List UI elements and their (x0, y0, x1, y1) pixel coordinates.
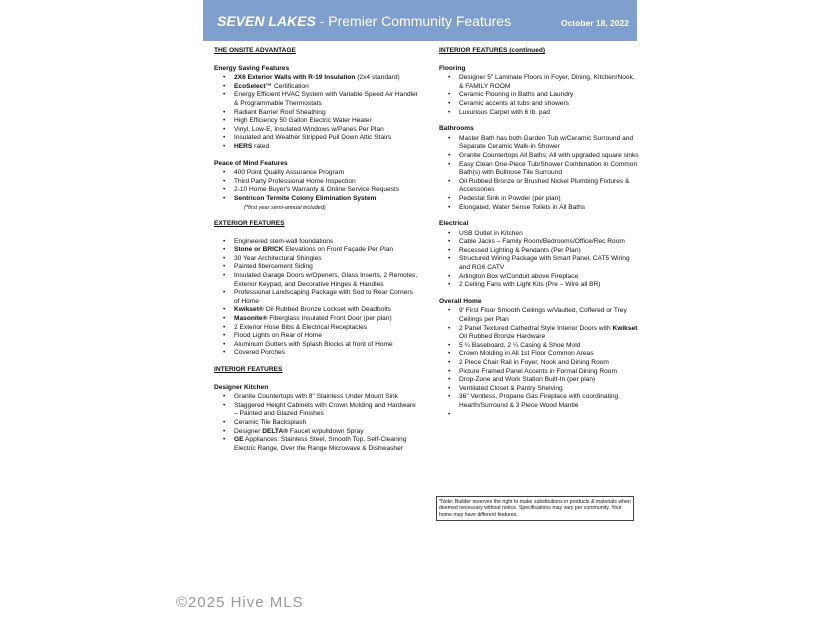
exterior-item (234, 324, 419, 333)
flooring-list (439, 74, 639, 117)
kitchen-heading: Designer Kitchen (214, 383, 269, 391)
energy-item (234, 126, 419, 135)
disclaimer-note: *Note: Builder reserves the right to make substitutions in products & materials when deemed necessary without notice. Specifications may vary per community. Your home may have different features. (436, 496, 634, 521)
bathrooms-list (439, 135, 639, 212)
item-text: Designer (234, 427, 263, 435)
item-text: Fiberglass Insulated Front Door (per plan) (267, 315, 392, 323)
kitchen-item (234, 402, 419, 419)
exterior-item (234, 349, 419, 358)
item-text: Covered Porches (234, 349, 285, 357)
energy-item (234, 83, 419, 92)
document-date: October 18, 2022 (560, 18, 629, 28)
item-text: High Efficiency 50 Gallon Electric Water Heater (234, 117, 372, 125)
exterior-item (234, 289, 419, 306)
electrical-list (439, 230, 639, 290)
item-text: Vinyl, Low-E, Insulated Windows w/Panes Per Plan (234, 125, 384, 133)
right-column (439, 47, 639, 419)
electrical-heading: Electrical (439, 220, 469, 228)
electrical-item: • Arlington Box w/Conduit above Fireplace (459, 273, 639, 282)
peace-heading: Peace of Mind Features (214, 159, 288, 167)
onsite-heading: THE ONSITE ADVANTAGE (214, 47, 296, 54)
peace-list (214, 169, 419, 203)
page-title (217, 13, 511, 29)
bold-text: DELTA® (262, 427, 289, 435)
bold-text: 2X6 Exterior Walls with R-19 Insulation (234, 74, 356, 82)
exterior-item (234, 341, 419, 350)
item-text: Staggered Height Cabinets with Crown Molding and Hardware – Painted and Glazed Finishes (234, 401, 416, 418)
item-text: Crown Molding in All 1st Floor Common Areas (459, 350, 594, 358)
energy-item (234, 117, 419, 126)
bathrooms-heading: Bathrooms (439, 125, 474, 133)
peace-item (234, 169, 419, 178)
peace-item (234, 195, 419, 204)
item-text: Aluminum Gutters with Splash Blocks at front of Home (234, 340, 393, 348)
item-text: (2x4 standard) (355, 74, 400, 82)
item-text: Faucet w/pulldown Spray (288, 427, 364, 435)
kitchen-item (234, 428, 419, 437)
item-text: Painted fibercement Siding (234, 263, 313, 271)
overall-item (459, 368, 639, 377)
title-text: Premier Community Features (328, 13, 512, 29)
overall-item (459, 325, 639, 342)
item-text: Ceramic Tile Backsplash (234, 418, 307, 426)
peace-item (234, 178, 419, 187)
electrical-item: • Cable Jacks – Family Room/Bedrooms/Office/Rec Room (459, 238, 639, 247)
left-column (214, 47, 419, 461)
flooring-item: • Ceramic accents at tubs and showers (459, 100, 639, 109)
bathroom-item: • Granite Countertops All Baths; All with upgraded square sinks (459, 152, 639, 161)
bold-text: Masonite® (234, 315, 268, 323)
kitchen-item (234, 393, 419, 402)
exterior-item (234, 263, 419, 272)
item-text: Oil Rubbed Bronze Lockset with Deadbolts (263, 306, 391, 314)
bold-text: EcoSelect™ (234, 82, 273, 90)
item-text: Granite Countertops with 8" Stainless Under Mount Sink (234, 393, 398, 401)
brand-name: SEVEN LAKES (217, 13, 316, 29)
item-text: 5 ¼ Baseboard, 2 ¼ Casing & Shoe Mold (459, 341, 581, 349)
kitchen-item (234, 436, 419, 453)
exterior-list (214, 238, 419, 358)
item-text: rated (252, 142, 270, 150)
energy-item (234, 74, 419, 83)
item-text: Energy Efficient HVAC System with Variable Speed Air Handler & Programmable Thermostats (234, 91, 418, 107)
exterior-item (234, 246, 419, 255)
item-text: Engineered stem-wall foundations (234, 237, 334, 245)
item-text: 2 Piece Chair Rail in Foyer, Nook and Dining Room (459, 359, 609, 366)
bold-text: Stone or BRICK (234, 246, 284, 254)
item-text: Insulated and Weather Stripped Pull Down Attic Stairs (234, 134, 392, 142)
item-text: 9' First Floor Smooth Ceilings w/Vaulted, Coffered or Trey Ceilings per Plan (459, 307, 627, 324)
overall-item (459, 376, 639, 385)
energy-item (234, 109, 419, 118)
interior-continued-heading: INTERIOR FEATURES (continued) (439, 47, 546, 54)
overall-item (459, 393, 639, 410)
overall-item (459, 359, 639, 368)
overall-heading: Overall Home (439, 297, 482, 305)
item-text: Third Party Professional Home Inspection (234, 177, 356, 185)
item-text: 400 Point Quality Assurance Program (234, 169, 344, 177)
item-text: 2 Exterior Hose Bibs & Electrical Receptacles (234, 323, 368, 331)
energy-list (214, 74, 419, 151)
energy-heading: Energy Saving Features (214, 64, 290, 72)
bold-text: Sentricon Termite Colony Elimination System (234, 194, 377, 202)
electrical-item: • USB Outlet in Kitchen (459, 230, 639, 239)
bold-text: Kwikset® (234, 306, 264, 314)
energy-item (234, 134, 419, 143)
bathroom-item: • Easy Clean One-Piece Tub/Shower Combination in Common Bath(s) with Bullnose Tile Surround (459, 161, 639, 178)
electrical-item: • 2 Ceiling Fans with Light Kits (Pre – Wire all BR) (459, 281, 639, 290)
exterior-item (234, 315, 419, 324)
item-text: Radiant Barrier Roof Sheathing (234, 108, 326, 116)
bold-text: GE (234, 436, 244, 444)
flooring-item: • Designer 5" Laminate Floors in Foyer, Dining, Kitchen/Nook, & FAMILY ROOM (459, 74, 639, 91)
item-text: Oil Rubbed Bronze Hardware (459, 333, 546, 341)
item-text: Certification (272, 82, 309, 90)
bold-text: Kwikset (612, 324, 638, 332)
item-text: Professional Landscaping Package with Sod to Rear Corners of Home (234, 289, 413, 305)
overall-item (459, 342, 639, 351)
item-text: 2-10 Home Buyer's Warranty & Online Service Requests (234, 186, 400, 194)
bathroom-item: • Master Bath has both Garden Tub w/Ceramic Surround and Separate Ceramic Walk-in Shower (459, 135, 639, 152)
exterior-item (234, 238, 419, 247)
item-text: Elevations on Front Façade Per Plan (283, 246, 394, 254)
electrical-item: • Structured Wiring Package with Smart Panel, CAT5 Wiring and RG6 CATV (459, 255, 639, 272)
flooring-item: • Ceramic Flooring in Baths and Laundry (459, 91, 639, 100)
exterior-heading: EXTERIOR FEATURES (214, 220, 285, 228)
item-text: 2 Panel Textured Cathedral Style Interior Doors with (459, 324, 613, 332)
flooring-heading: Flooring (439, 64, 466, 72)
overall-list (439, 307, 639, 410)
bathroom-item: • Oil Rubbed Bronze or Brushed Nickel Plumbing Fixtures & Accessories (459, 178, 639, 195)
header-banner (203, 0, 637, 41)
bathroom-item: • Elongated, Water Sense Toilets in All Baths (459, 204, 639, 213)
item-text: Insulated Garage Doors w/Openers, Glass Inserts, 2 Remotes, Exterior Keypad, and Decorative Hinges & Handles (234, 272, 418, 288)
energy-item (234, 91, 419, 108)
exterior-item (234, 272, 419, 289)
overall-item (459, 350, 639, 359)
item-text: Drop-Zone and Work Station Built-In (per plan) (459, 376, 596, 384)
watermark: ©2025 Hive MLS (176, 594, 304, 611)
flooring-item: • Luxurious Carpet with 6 lb. pad (459, 109, 639, 118)
overall-item (459, 307, 639, 324)
bathroom-item: • Pedestal Sink in Powder (per plan) (459, 195, 639, 204)
item-text: Ventilated Closet & Pantry Shelving (459, 384, 563, 392)
peace-note: (*first year semi-annual included) (244, 204, 326, 211)
kitchen-item (234, 419, 419, 428)
exterior-item (234, 332, 419, 341)
exterior-item (234, 306, 419, 315)
item-text: Appliances: Stainless Steel, Smooth Top, Self-Cleaning Electric Range, Over the Range Microwave & Dishwasher (234, 436, 407, 452)
electrical-item: • Recessed Lighting & Pendants (Per Plan) (459, 247, 639, 256)
overall-item (459, 385, 639, 394)
energy-item (234, 143, 419, 152)
item-text: 30 Year Architectural Shingles (234, 254, 322, 262)
bold-text: HERS (234, 142, 253, 150)
interior-heading: INTERIOR FEATURES (214, 366, 283, 373)
item-text: Flood Lights on Rear of Home (234, 332, 322, 340)
item-text: 36" Ventless, Propane Gas Fireplace with coordinating Hearth/Surround & 3 Piece Wood Mantle (459, 393, 619, 409)
peace-item (234, 186, 419, 195)
exterior-item (234, 255, 419, 264)
item-text: Picture Framed Panel Accents in Formal Dining Room (459, 367, 617, 375)
kitchen-list (214, 393, 419, 453)
title-separator: - (315, 13, 329, 29)
